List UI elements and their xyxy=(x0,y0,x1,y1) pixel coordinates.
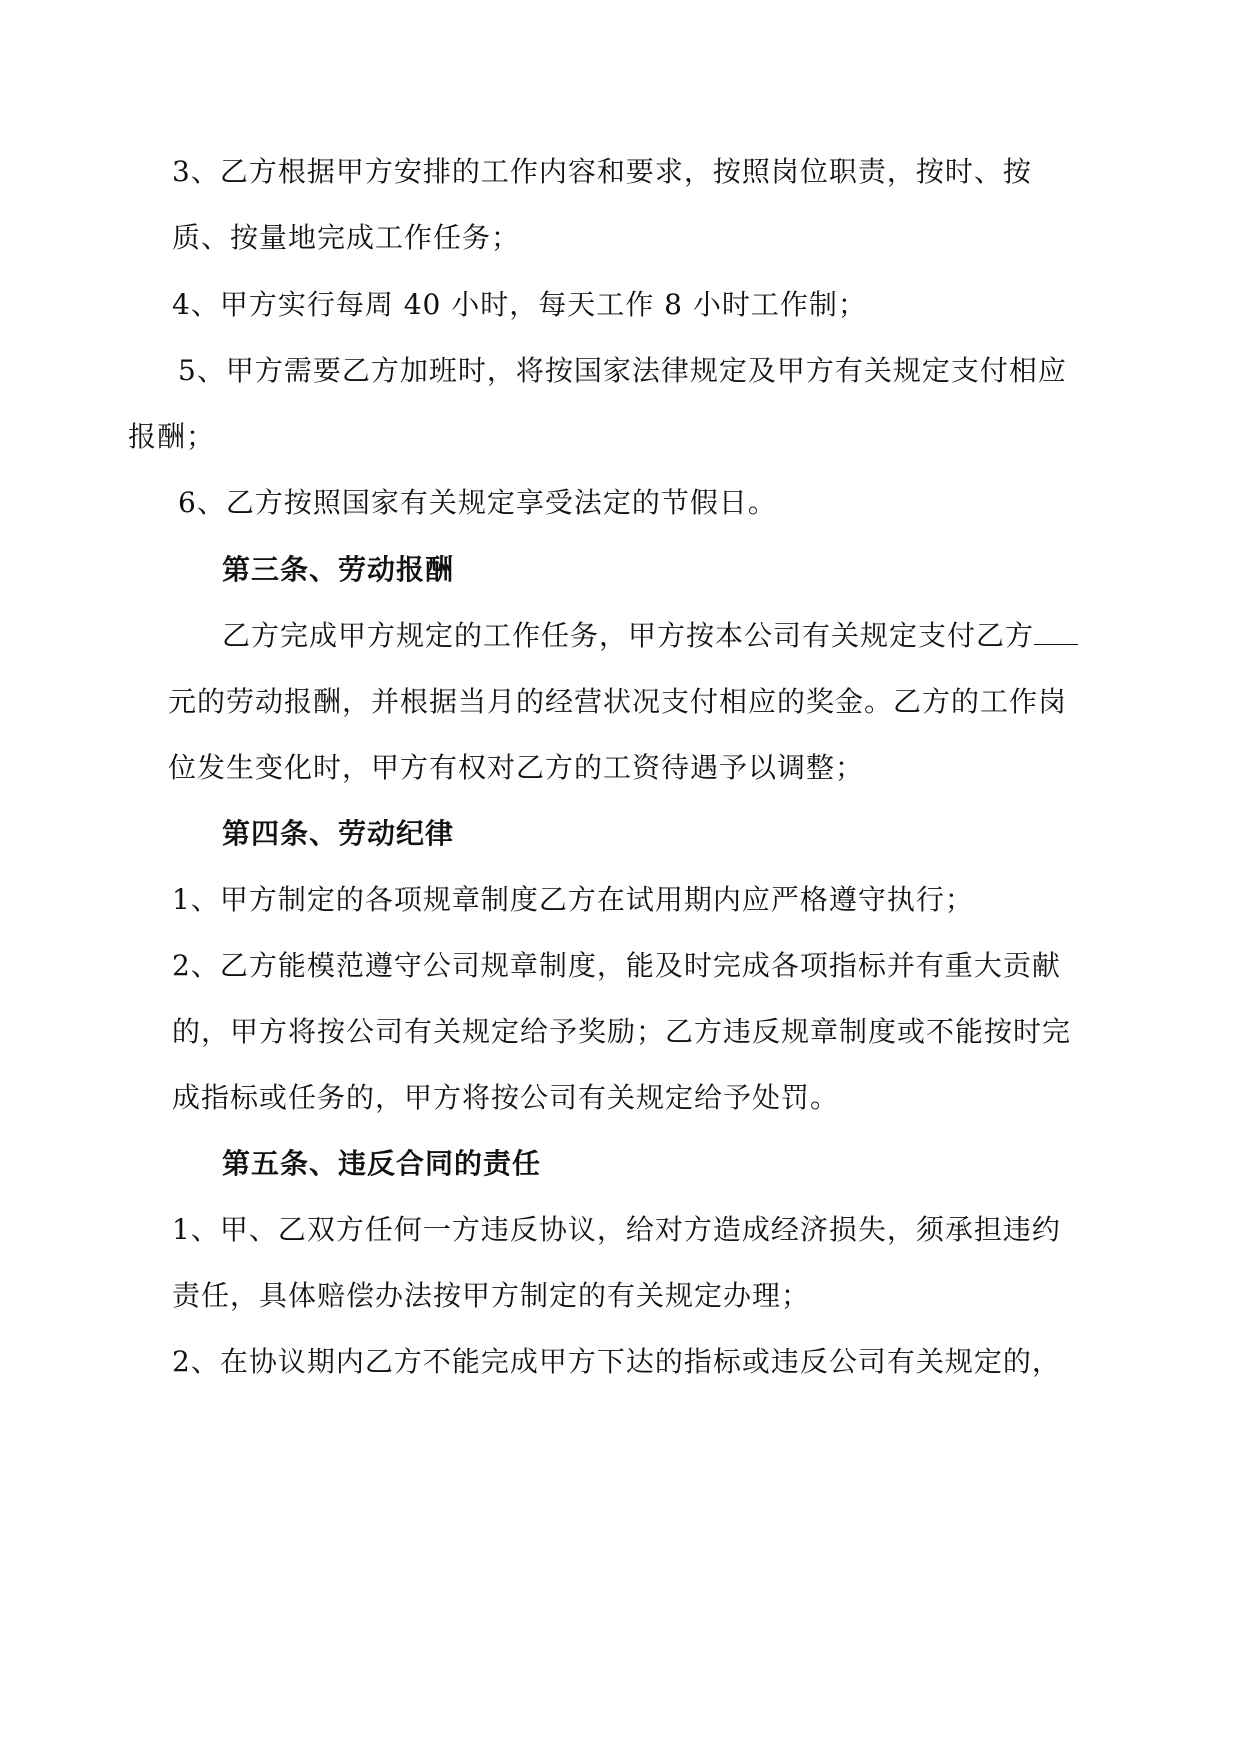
clause-3-line-1 xyxy=(222,616,1078,656)
clause-4-item-2-line-3: 成指标或任务的，甲方将按公司有关规定给予处罚。 xyxy=(172,1081,840,1114)
clause-2-item-3-line-1: 3、乙方根据甲方安排的工作内容和要求，按照岗位职责，按时、按 xyxy=(172,155,1032,188)
clause-2-item-6: 6、乙方按照国家有关规定享受法定的节假日。 xyxy=(178,486,777,519)
heading-article-4: 第四条、劳动纪律 xyxy=(222,817,455,850)
heading-article-3: 第三条、劳动报酬 xyxy=(222,553,455,586)
salary-blank xyxy=(1034,618,1078,645)
clause-5-item-1-line-1: 1、甲、乙双方任何一方违反协议，给对方造成经济损失，须承担违约 xyxy=(172,1213,1061,1246)
heading-article-5: 第五条、违反合同的责任 xyxy=(222,1147,542,1180)
clause-4-item-2-line-2: 的，甲方将按公司有关规定给予奖励；乙方违反规章制度或不能按时完 xyxy=(172,1015,1072,1048)
clause-3-line-1-text: 乙方完成甲方规定的工作任务，甲方按本公司有关规定支付乙方 xyxy=(222,619,1035,652)
clause-3-line-3: 位发生变化时，甲方有权对乙方的工资待遇予以调整； xyxy=(168,751,865,784)
clause-3-line-2: 元的劳动报酬，并根据当月的经营状况支付相应的奖金。乙方的工作岗 xyxy=(168,685,1068,718)
clause-2-item-5-line-2: 报酬； xyxy=(128,420,216,453)
clause-2-item-4: 4、甲方实行每周 40 小时，每天工作 8 小时工作制； xyxy=(172,288,867,321)
clause-2-item-3-line-2: 质、按量地完成工作任务； xyxy=(172,221,521,254)
clause-4-item-2-line-1: 2、乙方能模范遵守公司规章制度，能及时完成各项指标并有重大贡献 xyxy=(172,949,1061,982)
clause-2-item-5-line-1: 5、甲方需要乙方加班时，将按国家法律规定及甲方有关规定支付相应 xyxy=(178,354,1067,387)
clause-4-item-1: 1、甲方制定的各项规章制度乙方在试用期内应严格遵守执行； xyxy=(172,883,974,916)
clause-5-item-1-line-2: 责任，具体赔偿办法按甲方制定的有关规定办理； xyxy=(172,1279,811,1312)
clause-5-item-2-line-1: 2、在协议期内乙方不能完成甲方下达的指标或违反公司有关规定的， xyxy=(172,1345,1061,1378)
